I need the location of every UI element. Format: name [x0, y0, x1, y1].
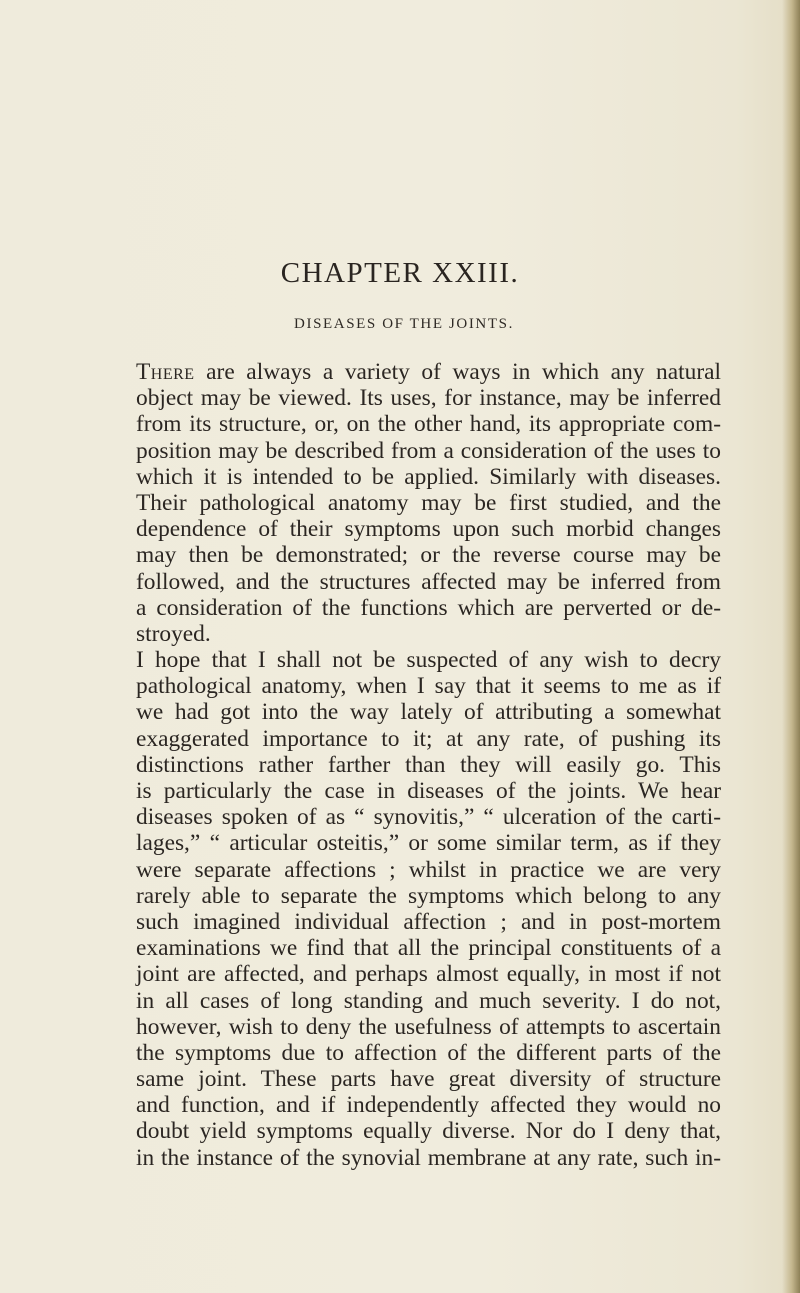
text-line: same joint. These parts have great diversity of structure: [136, 1066, 721, 1093]
text-line: exaggerated importance to it; at any rate, of pushing its: [136, 725, 721, 752]
text-line: however, wish to deny the usefulness of attempts to ascertain: [136, 1013, 721, 1040]
text-line: were separate affections ; whilst in practice we are very: [136, 856, 721, 883]
text-line: I hope that I shall not be suspected of any wish to decry: [136, 647, 721, 674]
text-line: we had got into the way lately of attributing a somewhat: [136, 699, 721, 726]
text-line: such imagined individual affection ; and in post-mortem: [136, 908, 721, 935]
text-line: in the instance of the synovial membrane at any rate, such in-: [136, 1144, 721, 1171]
text-line: object may be viewed. Its uses, for instance, may be inferred: [136, 385, 721, 412]
page-edge-shadow: [782, 0, 800, 1293]
text-line: is particularly the case in diseases of the joints. We hear: [136, 778, 721, 804]
text-line: the symptoms due to affection of the different parts of the: [136, 1039, 721, 1066]
text-line: in all cases of long standing and much severity. I do not,: [136, 987, 721, 1014]
text-line: rarely able to separate the symptoms which belong to any: [136, 882, 721, 909]
text-line: examinations we find that all the principal constituents of a: [136, 935, 721, 962]
text-line: diseases spoken of as “ synovitis,” “ ulceration of the carti-: [136, 804, 721, 831]
text-line: a consideration of the functions which are perverted or de-: [136, 594, 721, 621]
text-line: lages,” “ articular osteitis,” or some similar term, as if they: [136, 830, 721, 857]
text-line: may then be demonstrated; or the reverse course may be: [136, 542, 721, 569]
text-line: and function, and if independently affected they would no: [136, 1092, 721, 1119]
chapter-title: CHAPTER XXIII.: [280, 257, 520, 289]
text-line: which it is intended to be applied. Similarly with diseases.: [136, 463, 721, 490]
chapter-subtitle: DISEASES OF THE JOINTS.: [294, 316, 514, 332]
text-line: joint are affected, and perhaps almost equally, in most if not: [136, 961, 721, 988]
text-line: distinctions rather farther than they will easily go. This: [136, 751, 721, 778]
text-line: Their pathological anatomy may be first studied, and the: [136, 489, 721, 516]
text-line: from its structure, or, on the other hand, its appropriate com-: [136, 411, 721, 438]
text-line: stroyed.: [136, 620, 211, 647]
drop-word: There: [136, 359, 195, 385]
text-line: followed, and the structures affected may be inferred from: [136, 568, 721, 595]
body-text: [136, 359, 721, 1171]
text-line: There are always a variety of ways in which any natural: [136, 359, 721, 385]
text-line: doubt yield symptoms equally diverse. Nor do I deny that,: [136, 1118, 721, 1145]
text-line: pathological anatomy, when I say that it seems to me as if: [136, 673, 721, 700]
text-line: dependence of their symptoms upon such morbid changes: [136, 516, 721, 543]
text-line: position may be described from a consideration of the uses to: [136, 437, 721, 464]
